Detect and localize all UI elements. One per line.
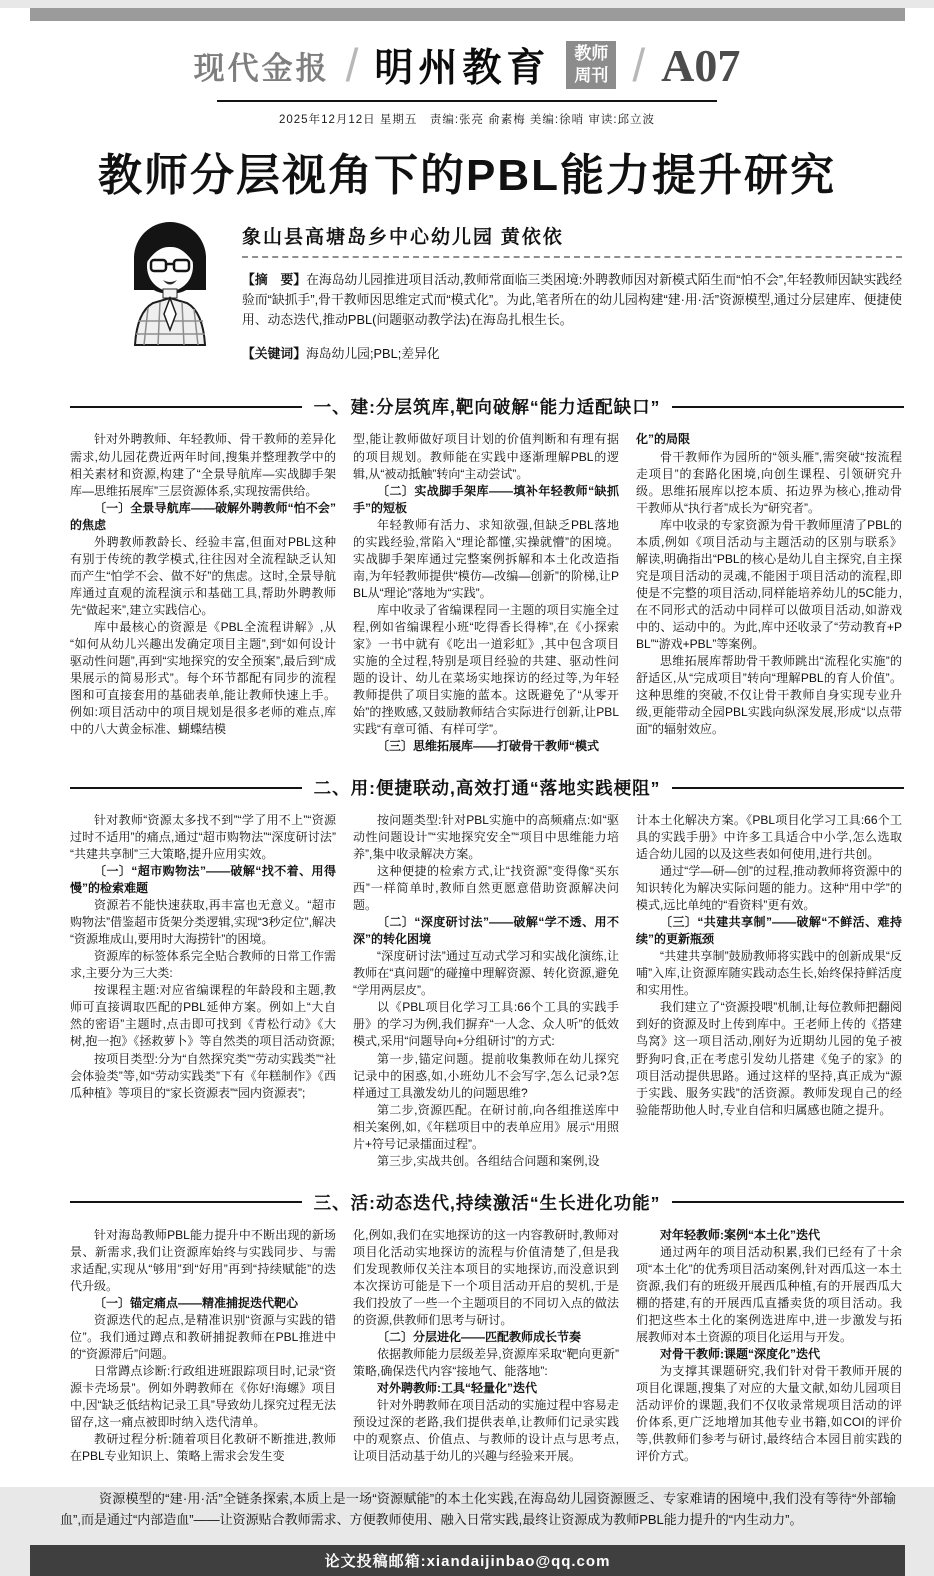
- paragraph: 通过两年的项目活动积累,我们已经有了十余项“本土化”的优秀项目活动案例,针对西瓜这一本土资源,我们有的班级开展西瓜种植,有的开展西瓜大棚的搭建,有的开展西瓜直播卖货的项目活动。我们把这些本土化的案例选进库中,进一步激发与拓展教师对本土资源的项目化运用与开发。: [636, 1244, 902, 1344]
- section-2-heading: 二、用:便捷联动,高效打通“落地实践梗阻”: [313, 778, 661, 799]
- section-2: [70, 775, 904, 1170]
- paragraph: 针对外聘教师、年轻教师、骨干教师的差异化需求,幼儿园花费近两年时间,搜集并整理教学中的相关素材和资源,构建了“全景导航库—实战脚手架库—思维拓展库”三层资源体系,实现按需供给。: [70, 432, 336, 498]
- heading-rule-right: [672, 406, 904, 408]
- paragraph: 计本土化解决方案。《PBL项目化学习工具:66个工具的实践手册》中许多工具适合中小学,怎么选取适合幼儿园的以及这些表如何使用,进行共创。: [636, 813, 902, 862]
- paragraph: 第一步,锚定问题。提前收集教师在幼儿探究记录中的困惑,如,小班幼儿不会写字,怎么记录?怎样通过工具激发幼儿的问题思维?: [353, 1051, 619, 1100]
- paragraph: 外聘教师教龄长、经验丰富,但面对PBL这种有别于传统的教学模式,往往因对全流程缺乏认知而产生“怕学不会、做不好”的焦虑。这时,全景导航库通过直观的流程演示和基础工具,帮助外聘教师先“做起来”,建立实践信心。: [70, 534, 336, 617]
- paragraph: 针对海岛教师PBL能力提升中不断出现的新场景、新需求,我们让资源库始终与实践同步、与需求适配,实现从“够用”到“好用”再到“持续赋能”的迭代升级。: [70, 1227, 336, 1293]
- section-name: 明州教育: [374, 47, 551, 90]
- paragraph: 为支撑其课题研究,我们针对骨干教师开展的项目化课题,搜集了对应的大量文献,如幼儿园项目活动评价的课题,我们不仅收录常规项目活动的评价体系,更广泛地增加其他专业书籍,如COI的评价等,供教师们参考与研讨,最终结合本园目前实践的评价方式。: [636, 1363, 902, 1464]
- section-2-heading-row: [70, 775, 904, 800]
- masthead-rule: [217, 100, 717, 102]
- article-column: [636, 812, 902, 1170]
- paragraph: 我们建立了“资源投喂”机制,让每位教师把翻阅到好的资源及时上传到库中。王老师上传的《搭建鸟窝》这一项目活动,刚好为近期幼儿园的兔子被野狗叼食,正在考虑引发幼儿搭建《兔子的家》的项目活动提供思路。通过这样的坚持,真正成为“源于实践、服务实践”的活资源。教师发现自己的经验能帮助他人时,专业自信和归属感也随之提升。: [636, 1000, 902, 1117]
- keywords: [242, 343, 902, 362]
- paragraph: 骨干教师作为园所的“领头雁”,需突破“按流程走项目”的套路化困境,向创生课程、引领研究升级。思维拓展库以挖本质、拓边界为核心,推动骨干教师从“执行者”成长为“研究者”。: [636, 449, 902, 515]
- abstract-text: 在海岛幼儿园推进项目活动,教师常面临三类困境:外聘教师因对新模式陌生而“怕不会”,年轻教师因缺实践经验而“缺抓手”,骨干教师因思维定式而“模式化”。为此,笔者所在的幼儿园构建“建·用·活”资源模型,通过分层建库、便捷使用、动态迭代,推动PBL(问题驱动教学法)在海岛扎根生长。: [242, 272, 902, 328]
- section-3-heading-row: [70, 1190, 904, 1215]
- dateline: 2025年12月12日 星期五 责编:张亮 俞素梅 美编:徐哨 审读:邱立波: [278, 114, 656, 126]
- paragraph: 〔二〕分层进化——匹配教师成长节奏: [377, 1329, 582, 1344]
- paragraph: 资源若不能快速获取,再丰富也无意义。“超市购物法”借鉴超市货架分类逻辑,实现“3秒定位”,解决“资源堆成山,要用时大海捞针”的困境。: [70, 898, 336, 947]
- section-3-columns: [70, 1227, 904, 1465]
- slash-divider: /: [345, 39, 359, 91]
- footer-note: 资源模型的“建·用·活”全链条探索,本质上是一场“资源赋能”的本土化实践,在海岛幼儿园资源匮乏、专家难请的困境中,我们没有等待“外部输血”,而是通过“内部造血”——让资源贴合教师需求、方便教师使用、融入日常实践,最终让资源成为教师PBL能力提升的“内生动力”。: [60, 1491, 896, 1527]
- paragraph: 以《PBL项目化学习工具:66个工具的实践手册》的学习为例,我们摒弃“一人念、众人听”的低效模式,采用“问题导向+分组研讨”的方式:: [353, 1000, 619, 1049]
- paragraph: 第三步,实战共创。各组结合问题和案例,设: [377, 1153, 600, 1168]
- section-1-columns: [70, 431, 904, 755]
- section-1-heading-row: [70, 394, 904, 419]
- paragraph: 对外聘教师:工具“轻量化”迭代: [377, 1381, 537, 1395]
- paragraph: 教研过程分析:随着项目化教研不断推进,教师在PBL专业知识上、策略上需求会发生变: [70, 1432, 336, 1464]
- article-column: [70, 1227, 336, 1465]
- paragraph: 针对教师“资源太多找不到”“学了用不上”“资源过时不适用”的痛点,通过“超市购物法”“深度研讨法”“共建共享制”三大策略,提升应用实效。: [70, 813, 336, 862]
- paragraph: 〔二〕实战脚手架库——填补年轻教师“缺抓手”的短板: [353, 483, 619, 515]
- paragraph: 资源迭代的起点,是精准识别“资源与实践的错位”。我们通过蹲点和教研捕捉教师在PBL推进中的“资源滞后”问题。: [70, 1312, 336, 1361]
- abstract: [242, 270, 902, 329]
- article-column: [636, 431, 902, 755]
- paragraph: 针对外聘教师在项目活动的实施过程中容易走预设过深的老路,我们提供表单,让教师们记录实践中的观察点、价值点、与教师的设计点与思考点,让项目活动基于幼儿的兴趣与经验来开展。: [353, 1398, 619, 1464]
- paragraph: 〔二〕“深度研讨法”——破解“学不透、用不深”的转化困境: [353, 915, 619, 947]
- paragraph: 〔一〕全景导航库——破解外聘教师“怕不会”的焦虑: [70, 500, 336, 532]
- paragraph: 对年轻教师:案例“本土化”迭代: [660, 1227, 820, 1242]
- paragraph: 〔一〕锚定痛点——精准捕捉迭代靶心: [94, 1295, 299, 1310]
- article-column: [70, 431, 336, 755]
- keywords-label: 【关键词】: [242, 345, 306, 361]
- paper-name: 现代金报: [193, 50, 330, 86]
- section-3-heading: 三、活:动态迭代,持续激活“生长进化功能”: [313, 1192, 661, 1213]
- paragraph: 按项目类型:分为“自然探究类”“劳动实践类”“社会体验类”等,如“劳动实践类”下有《年糕制作》《西瓜种植》等项目的“家长资源表”“园内资源表”;: [70, 1051, 336, 1100]
- paragraph: 依据教师能力层级差异,资源库采取“靶向更新”策略,确保迭代内容“接地气、能落地”:: [353, 1346, 619, 1378]
- paragraph: “共建共享制”鼓励教师将实践中的创新成果“反哺”入库,让资源库随实践动态生长,始终保持鲜活度和实用性。: [636, 949, 902, 998]
- paragraph: 化,例如,我们在实地探访的这一内容教研时,教师对项目化活动实地探访的流程与价值清楚了,但是我们发现教师仅关注本项目的实地探访,而没意识到本次探访可能是下一个项目活动开启的契机,于是我们投放了一些一个主题项目的不同切入点的做法的资源,供教师们思考与研讨。: [353, 1227, 619, 1327]
- article-title: 教师分层视角下的PBL能力提升研究: [98, 151, 836, 200]
- badge-line2: 周刊: [574, 66, 609, 85]
- paragraph: 日常蹲点诊断:行政组进班跟踪项目时,记录“资源卡壳场景”。例如外聘教师在《你好!海螺》项目中,因“缺乏低结构记录工具”导致幼儿探究过程无法留存,这一痛点被即时纳入迭代清单。: [70, 1363, 336, 1430]
- submission-email-text: 论文投稿邮箱:xiandaijinbao@qq.com: [324, 1552, 611, 1570]
- top-gray-bar: [30, 8, 905, 21]
- section-2-columns: [70, 812, 904, 1170]
- bottom-bar: [30, 1545, 905, 1576]
- slash-divider: /: [632, 39, 646, 91]
- masthead: [0, 37, 934, 93]
- badge-line1: 教师: [574, 43, 609, 63]
- heading-rule-left: [70, 406, 302, 408]
- heading-rule-left: [70, 787, 302, 789]
- paragraph: 这种便捷的检索方式,让“找资源”变得像“买东西”一样简单时,教师自然更愿意借助资源解决问题。: [353, 864, 619, 913]
- keywords-text: 海岛幼儿园;PBL;差异化: [305, 345, 440, 361]
- paragraph: 资源库的标签体系完全贴合教师的日常工作需求,主要分为三大类:: [70, 949, 336, 981]
- abstract-divider: [242, 256, 902, 258]
- paragraph: 按课程主题:对应省编课程的年龄段和主题,教师可直接调取匹配的PBL延伸方案。例如上“大自然的密语”主题时,点击即可找到《青松行动》《大树,抱一抱》《拯救萝卜》等自然类的项目活动资源;: [70, 983, 336, 1049]
- byline: 象山县高塘岛乡中心幼儿园 黄依依: [242, 226, 564, 248]
- article-column: [353, 812, 619, 1170]
- paragraph: 第二步,资源匹配。在研讨前,向各组推送库中相关案例,如,《年糕项目中的表单应用》展示“用照片+符号记录擂面过程”。: [353, 1102, 619, 1151]
- section-1: [70, 394, 904, 755]
- heading-rule-left: [70, 1201, 302, 1203]
- paragraph: 年轻教师有活力、求知欲强,但缺乏PBL落地的实践经验,常陷入“理论都懂,实操就懵”的困境。实战脚手架库通过完整案例拆解和本土化改造指南,为年轻教师提供“模仿—改编—创新”的阶梯,让PBL从“理论”落地为“实践”。: [353, 517, 619, 600]
- author-block: [120, 218, 902, 375]
- newspaper-page: [0, 8, 934, 1570]
- section-3: [70, 1190, 904, 1465]
- paragraph: 〔三〕思维拓展库——打破骨干教师“模式: [377, 739, 600, 754]
- heading-rule-right: [672, 1201, 904, 1203]
- page-number: A07: [661, 39, 741, 91]
- paragraph: 库中最核心的资源是《PBL全流程讲解》,从“如何从幼儿兴趣出发确定项目主题”,到“如何设计驱动性问题”,再到“实地探究的安全预案”,最后到“成果展示的简易形式”。每个环节都配有同步的流程图和可直接套用的基础表单,能让教师快速上手。例如:项目活动中的项目规划是很多老师的难点,库中的八大黄金标准、蝴蝶结模: [70, 619, 336, 736]
- supplement-badge: [566, 41, 616, 89]
- abstract-label: 【摘 要】: [242, 272, 307, 288]
- paragraph: “深度研讨法”通过互动式学习和实战化演练,让教师在“真问题”的碰撞中理解资源、转化资源,避免“学用两层皮”。: [353, 949, 619, 998]
- author-info: [242, 218, 902, 375]
- author-photo: [120, 218, 220, 345]
- heading-rule-right: [672, 787, 904, 789]
- paragraph: 按问题类型:针对PBL实施中的高频痛点:如“驱动性问题设计”“实地探究安全”“项目中思维能力培养”,集中收录解决方案。: [353, 813, 619, 862]
- article-column: [353, 1227, 619, 1465]
- section-1-heading: 一、建:分层筑库,靶向破解“能力适配缺口”: [313, 397, 661, 418]
- article-column: [636, 1227, 902, 1465]
- paragraph: 〔一〕“超市购物法”——破解“找不着、用得慢”的检索难题: [70, 864, 336, 896]
- paragraph: 型,能让教师做好项目计划的价值判断和有理有据的项目规划。教师能在实践中逐渐理解PBL的逻辑,从“被动抵触”转向“主动尝试”。: [353, 432, 619, 481]
- paragraph: 思维拓展库帮助骨干教师跳出“流程化实施”的舒适区,从“完成项目”转向“理解PBL的育人价值”。这种思维的突破,不仅让骨干教师自身实现专业升级,更能带动全园PBL实践向纵深发展,形成“以点带面”的辐射效应。: [636, 653, 902, 736]
- paragraph: 〔三〕“共建共享制”——破解“不鲜活、难持续”的更新瓶颈: [636, 915, 902, 947]
- paragraph: 库中收录的专家资源为骨干教师厘清了PBL的本质,例如《项目活动与主题活动的区别与联系》解读,明确指出“PBL的核心是幼儿自主探究,自主探究是项目活动的灵魂,不能困于项目活动的流程,即使是不完整的项目活动,同样能培养幼儿的5C能力,在不同形式的活动中同样可以做项目活动,如游戏中的、运动中的。为此,库中还收录了“劳动教育+PBL”“游戏+PBL”等案例。: [636, 517, 902, 651]
- paragraph: 化”的局限: [636, 432, 691, 447]
- article-column: [70, 812, 336, 1170]
- article-column: [353, 431, 619, 755]
- paragraph: 对骨干教师:课题“深度化”迭代: [660, 1346, 820, 1361]
- paragraph: 通过“学—研—创”的过程,推动教师将资源中的知识转化为解决实际问题的能力。这种“用中学”的模式,远比单纯的“看资料”更有效。: [636, 864, 902, 913]
- paragraph: 库中收录了省编课程同一主题的项目实施全过程,例如省编课程小班“吃得香长得棒”,在《小探索家》一书中就有《吃出一道彩虹》,其中包含项目实施的全过程,特别是项目经验的共建、驱动性问题的设计、幼儿在菜场实地探访的经过等,为年轻教师提供了项目实施的蓝本。这既避免了“从零开始”的挫败感,又鼓励教师结合实际进行创新,让PBL实践“有章可循、有样可学”。: [353, 602, 619, 736]
